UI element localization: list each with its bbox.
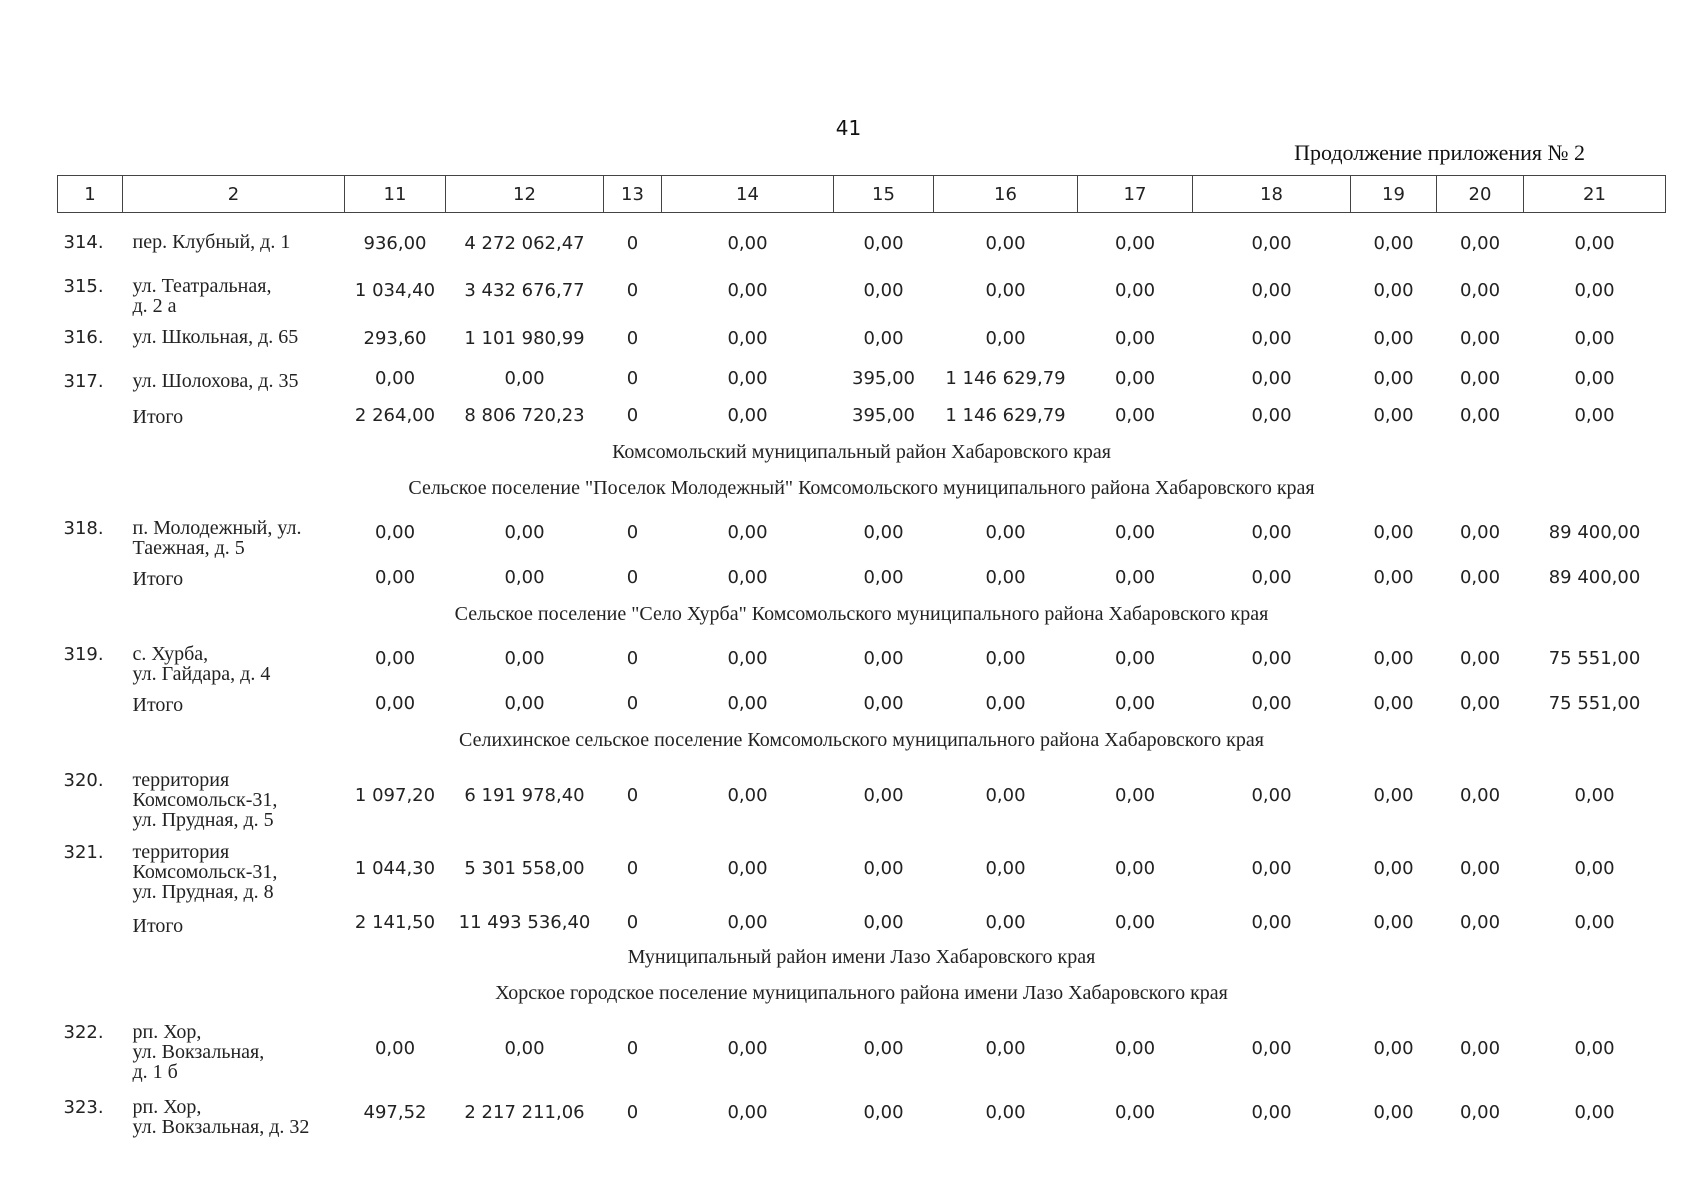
- value-col-12: 0,00: [504, 692, 545, 714]
- value-col-20: 0,00: [1459, 404, 1501, 426]
- value-col-12: 0,00: [504, 522, 545, 543]
- address-cell: рп. Хор, ул. Вокзальная, д. 32: [132, 1096, 310, 1138]
- row-number: [58, 684, 123, 722]
- row-number: 319.: [63, 644, 104, 665]
- value-col-13: 0: [626, 327, 639, 349]
- column-number-header: [58, 176, 1666, 213]
- value-col-17: 0,00: [1114, 857, 1156, 879]
- value-col-21: 89 400,00: [1548, 566, 1641, 588]
- total-row: [58, 396, 1666, 434]
- value-col-11: 0,00: [374, 367, 416, 389]
- value-col-13: 0: [626, 1038, 639, 1059]
- value-col-16: 0,00: [985, 327, 1026, 349]
- column-header-20: 20: [1437, 176, 1524, 213]
- value-col-15: 0,00: [863, 522, 904, 543]
- value-col-13: 0: [626, 692, 639, 714]
- value-col-12: 0,00: [504, 367, 545, 389]
- value-col-20: 0,00: [1459, 327, 1501, 349]
- value-col-18: 0,00: [1251, 1101, 1292, 1123]
- section-heading-row: [58, 470, 1666, 507]
- address-cell: Итого: [132, 694, 184, 716]
- value-col-18: 0,00: [1251, 404, 1292, 426]
- value-col-18: 0,00: [1251, 692, 1292, 714]
- header-spacer: [58, 213, 1666, 222]
- value-col-13: 0: [626, 911, 639, 933]
- value-col-13: 0: [626, 232, 639, 254]
- total-row: [58, 684, 1666, 722]
- value-col-12: 6 191 978,40: [464, 784, 585, 806]
- address-cell: Итого: [132, 568, 184, 590]
- value-col-17: 0,00: [1114, 522, 1156, 543]
- column-header-17: 17: [1078, 176, 1193, 213]
- column-header-21: 21: [1524, 176, 1666, 213]
- value-col-18: 0,00: [1251, 280, 1292, 301]
- value-col-20: 0,00: [1459, 1038, 1501, 1059]
- section-heading: Комсомольский муниципальный район Хабаровского края: [612, 440, 1111, 463]
- column-header-14: 14: [662, 176, 834, 213]
- address-cell: п. Молодежный, ул. Таежная, д. 5: [132, 517, 302, 559]
- value-col-14: 0,00: [727, 280, 768, 301]
- table-row: [58, 831, 1666, 905]
- value-col-16: 0,00: [985, 911, 1026, 933]
- value-col-15: 0,00: [863, 911, 904, 933]
- address-cell: территория Комсомольск-31, ул. Прудная, д. 5: [132, 769, 278, 831]
- row-number: 314.: [63, 232, 104, 253]
- total-row: [58, 905, 1666, 939]
- value-col-20: 0,00: [1459, 692, 1501, 714]
- value-col-21: 0,00: [1574, 911, 1615, 933]
- value-col-21: 0,00: [1574, 857, 1615, 879]
- value-col-13: 0: [626, 1101, 639, 1123]
- value-col-18: 0,00: [1251, 522, 1292, 543]
- value-col-20: 0,00: [1459, 367, 1501, 389]
- table-row: [58, 221, 1666, 265]
- value-col-17: 0,00: [1114, 1101, 1156, 1123]
- value-col-21: 0,00: [1574, 232, 1615, 254]
- value-col-17: 0,00: [1114, 327, 1156, 349]
- value-col-20: 0,00: [1459, 522, 1501, 543]
- page-number: 41: [835, 116, 862, 140]
- row-number: 318.: [63, 518, 104, 539]
- table-row: [58, 633, 1666, 684]
- value-col-11: 1 097,20: [354, 784, 436, 806]
- value-col-16: 0,00: [985, 280, 1026, 301]
- value-col-19: 0,00: [1373, 367, 1414, 389]
- value-col-18: 0,00: [1251, 857, 1292, 879]
- value-col-16: 0,00: [985, 1101, 1026, 1123]
- value-col-13: 0: [626, 522, 639, 543]
- value-col-14: 0,00: [727, 327, 768, 349]
- value-col-15: 395,00: [852, 404, 915, 426]
- value-col-19: 0,00: [1373, 1038, 1414, 1059]
- value-col-15: 0,00: [863, 232, 904, 254]
- column-header-2: 2: [123, 176, 345, 213]
- continuation-note: Продолжение приложения № 2: [1294, 140, 1585, 165]
- value-col-15: 0,00: [863, 784, 904, 806]
- table-row: [58, 507, 1666, 558]
- row-number: 317.: [63, 371, 104, 392]
- address-cell: ул. Театральная, д. 2 а: [132, 275, 272, 317]
- table-row: [58, 360, 1666, 396]
- value-col-16: 0,00: [985, 648, 1026, 669]
- value-col-15: 0,00: [863, 566, 904, 588]
- value-col-11: 936,00: [363, 232, 427, 254]
- value-col-20: 0,00: [1459, 857, 1501, 879]
- value-col-21: 0,00: [1574, 404, 1615, 426]
- value-col-20: 0,00: [1459, 648, 1501, 669]
- value-col-19: 0,00: [1373, 280, 1414, 301]
- table-row: [58, 265, 1666, 316]
- value-col-19: 0,00: [1373, 566, 1414, 588]
- address-cell: Итого: [132, 406, 184, 428]
- value-col-11: 497,52: [363, 1101, 427, 1123]
- value-col-19: 0,00: [1373, 692, 1414, 714]
- value-col-13: 0: [626, 367, 639, 389]
- value-col-16: 0,00: [985, 522, 1026, 543]
- value-col-14: 0,00: [727, 522, 768, 543]
- table-row: [58, 1086, 1666, 1138]
- value-col-21: 75 551,00: [1548, 648, 1641, 669]
- value-col-16: 0,00: [985, 692, 1026, 714]
- value-col-12: 0,00: [504, 648, 545, 669]
- value-col-19: 0,00: [1373, 327, 1414, 349]
- value-col-19: 0,00: [1373, 857, 1414, 879]
- row-number: 316.: [63, 327, 104, 348]
- value-col-16: 0,00: [985, 1038, 1026, 1059]
- column-header-16: 16: [934, 176, 1078, 213]
- section-heading: Сельское поселение "Село Хурба" Комсомольского муниципального района Хабаровского края: [454, 603, 1269, 625]
- value-col-14: 0,00: [727, 911, 768, 933]
- address-cell: рп. Хор, ул. Вокзальная, д. 1 б: [132, 1021, 265, 1083]
- table-row: [58, 759, 1666, 831]
- value-col-15: 0,00: [863, 1101, 904, 1123]
- value-col-14: 0,00: [727, 784, 768, 806]
- value-col-11: 0,00: [374, 566, 416, 588]
- value-col-12: 11 493 536,40: [458, 911, 591, 933]
- value-col-17: 0,00: [1114, 566, 1156, 588]
- value-col-17: 0,00: [1114, 232, 1156, 254]
- section-heading-row: [58, 939, 1666, 975]
- value-col-16: 1 146 629,79: [945, 367, 1066, 389]
- value-col-11: 0,00: [374, 522, 416, 543]
- value-col-11: 1 034,40: [354, 280, 436, 301]
- value-col-15: 0,00: [863, 280, 904, 301]
- section-heading: Селихинское сельское поселение Комсомольского муниципального района Хабаровского края: [459, 729, 1264, 751]
- value-col-21: 0,00: [1574, 1101, 1615, 1123]
- address-cell: ул. Шолохова, д. 35: [132, 370, 299, 392]
- value-col-21: 0,00: [1574, 280, 1615, 301]
- value-col-15: 0,00: [863, 1038, 904, 1059]
- value-col-14: 0,00: [727, 1101, 768, 1123]
- value-col-21: 0,00: [1574, 367, 1615, 389]
- row-number: 322.: [63, 1022, 104, 1043]
- value-col-18: 0,00: [1251, 367, 1292, 389]
- value-col-12: 2 217 211,06: [464, 1101, 585, 1123]
- value-col-16: 0,00: [985, 566, 1026, 588]
- total-row: [58, 558, 1666, 596]
- value-col-12: 0,00: [504, 566, 545, 588]
- value-col-14: 0,00: [727, 404, 768, 426]
- row-number: 320.: [63, 770, 104, 791]
- value-col-20: 0,00: [1459, 1101, 1501, 1123]
- value-col-11: 293,60: [363, 327, 427, 349]
- value-col-11: 0,00: [374, 648, 416, 669]
- value-col-12: 8 806 720,23: [464, 404, 585, 426]
- column-header-15: 15: [834, 176, 934, 213]
- value-col-13: 0: [626, 648, 639, 669]
- value-col-21: 0,00: [1574, 784, 1615, 806]
- value-col-12: 3 432 676,77: [464, 280, 585, 301]
- section-heading-row: [58, 434, 1666, 470]
- value-col-21: 0,00: [1574, 1038, 1615, 1059]
- column-header-12: 12: [446, 176, 604, 213]
- value-col-13: 0: [626, 857, 639, 879]
- value-col-19: 0,00: [1373, 1101, 1414, 1123]
- section-heading: Сельское поселение "Поселок Молодежный" Комсомольского муниципального района Хабаровского края: [408, 477, 1315, 499]
- value-col-14: 0,00: [727, 566, 768, 588]
- row-number: 321.: [63, 842, 104, 863]
- value-col-17: 0,00: [1114, 648, 1156, 669]
- row-number: 323.: [63, 1097, 104, 1118]
- value-col-20: 0,00: [1459, 232, 1501, 254]
- value-col-11: 1 044,30: [354, 857, 436, 879]
- value-col-19: 0,00: [1373, 911, 1414, 933]
- value-col-18: 0,00: [1251, 1038, 1292, 1059]
- table-row: [58, 316, 1666, 360]
- value-col-16: 0,00: [985, 784, 1026, 806]
- value-col-12: 0,00: [504, 1038, 545, 1059]
- value-col-13: 0: [626, 280, 639, 301]
- column-header-18: 18: [1193, 176, 1351, 213]
- value-col-21: 89 400,00: [1548, 522, 1641, 543]
- section-heading: Хорское городское поселение муниципального района имени Лазо Хабаровского края: [495, 981, 1228, 1004]
- value-col-14: 0,00: [727, 692, 768, 714]
- row-number: 315.: [63, 276, 104, 297]
- value-col-12: 4 272 062,47: [464, 232, 585, 254]
- value-col-17: 0,00: [1114, 692, 1156, 714]
- address-cell: Итого: [132, 915, 184, 937]
- section-heading-row: [58, 975, 1666, 1011]
- value-col-15: 0,00: [863, 857, 904, 879]
- section-heading-row: [58, 596, 1666, 633]
- value-col-17: 0,00: [1114, 280, 1156, 301]
- address-cell: пер. Клубный, д. 1: [132, 231, 291, 253]
- value-col-18: 0,00: [1251, 648, 1292, 669]
- value-col-16: 1 146 629,79: [945, 404, 1066, 426]
- value-col-18: 0,00: [1251, 911, 1292, 933]
- value-col-19: 0,00: [1373, 522, 1414, 543]
- value-col-15: 0,00: [863, 648, 904, 669]
- value-col-17: 0,00: [1114, 367, 1156, 389]
- value-col-18: 0,00: [1251, 232, 1292, 254]
- value-col-20: 0,00: [1459, 911, 1501, 933]
- table-row: [58, 1011, 1666, 1086]
- address-cell: ул. Школьная, д. 65: [132, 326, 299, 348]
- value-col-16: 0,00: [985, 857, 1026, 879]
- value-col-15: 0,00: [863, 692, 904, 714]
- section-heading-row: [58, 722, 1666, 759]
- value-col-17: 0,00: [1114, 404, 1156, 426]
- value-col-19: 0,00: [1373, 784, 1414, 806]
- value-col-13: 0: [626, 784, 639, 806]
- value-col-14: 0,00: [727, 857, 768, 879]
- value-col-20: 0,00: [1459, 280, 1501, 301]
- address-cell: территория Комсомольск-31, ул. Прудная, д. 8: [132, 841, 278, 903]
- column-header-1: 1: [58, 176, 123, 213]
- value-col-16: 0,00: [985, 232, 1026, 254]
- value-col-19: 0,00: [1373, 648, 1414, 669]
- value-col-11: 2 264,00: [354, 404, 436, 426]
- value-col-20: 0,00: [1459, 566, 1501, 588]
- value-col-18: 0,00: [1251, 784, 1292, 806]
- row-number: [58, 558, 123, 596]
- value-col-11: 0,00: [374, 1038, 416, 1059]
- column-header-19: 19: [1351, 176, 1437, 213]
- value-col-11: 2 141,50: [354, 911, 436, 933]
- value-col-14: 0,00: [727, 367, 768, 389]
- value-col-14: 0,00: [727, 648, 768, 669]
- value-col-12: 1 101 980,99: [464, 327, 585, 349]
- section-heading: Муниципальный район имени Лазо Хабаровского края: [627, 945, 1096, 968]
- row-number: [58, 396, 123, 434]
- value-col-20: 0,00: [1459, 784, 1501, 806]
- value-col-13: 0: [626, 566, 639, 588]
- column-header-11: 11: [345, 176, 446, 213]
- value-col-12: 5 301 558,00: [464, 857, 585, 879]
- column-header-13: 13: [604, 176, 662, 213]
- value-col-21: 0,00: [1574, 327, 1615, 349]
- value-col-11: 0,00: [374, 692, 416, 714]
- value-col-19: 0,00: [1373, 232, 1414, 254]
- value-col-19: 0,00: [1373, 404, 1414, 426]
- value-col-17: 0,00: [1114, 911, 1156, 933]
- appendix-table: [57, 175, 1666, 1138]
- value-col-15: 395,00: [852, 367, 915, 389]
- value-col-15: 0,00: [863, 327, 904, 349]
- value-col-14: 0,00: [727, 232, 768, 254]
- value-col-21: 75 551,00: [1548, 692, 1641, 714]
- table-body: [58, 213, 1666, 1139]
- value-col-14: 0,00: [727, 1038, 768, 1059]
- value-col-13: 0: [626, 404, 639, 426]
- value-col-17: 0,00: [1114, 784, 1156, 806]
- row-number: [58, 905, 123, 939]
- value-col-18: 0,00: [1251, 327, 1292, 349]
- value-col-18: 0,00: [1251, 566, 1292, 588]
- address-cell: с. Хурба, ул. Гайдара, д. 4: [132, 643, 271, 685]
- value-col-17: 0,00: [1114, 1038, 1156, 1059]
